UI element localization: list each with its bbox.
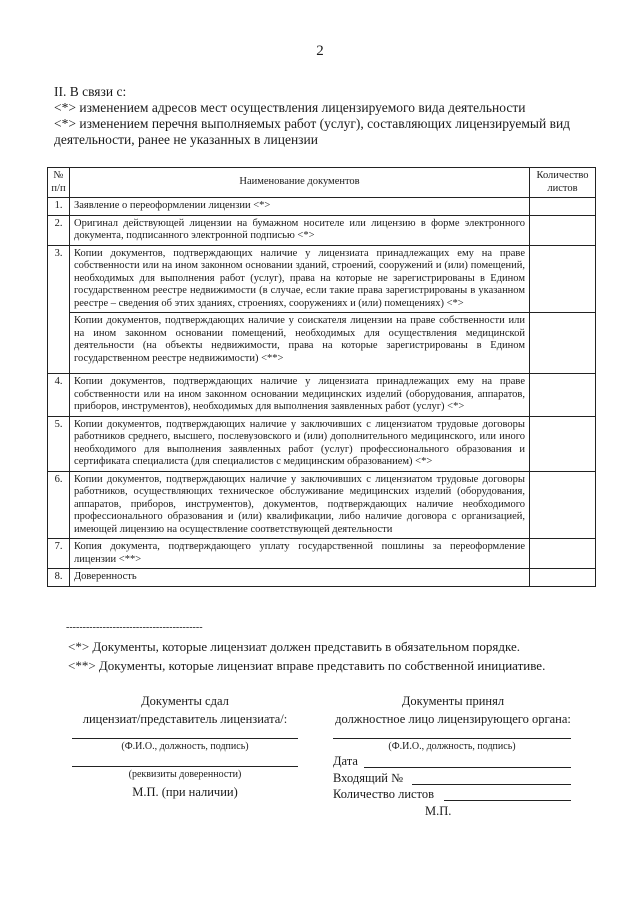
table-row [48,198,596,216]
footnote-mandatory: <*> Документы, которые лицензиат должен представить в обязательном порядке. [68,639,521,654]
row-num: 2. [48,215,70,245]
right-caption-fio: (Ф.И.О., должность, подпись) [388,741,516,752]
footnotes [68,637,588,675]
row-qty [530,569,596,587]
row-text: Заявление о переоформлении лицензии <*> [70,198,530,216]
table-row [48,215,596,245]
row-text: Оригинал действующей лицензии на бумажном носителе или лицензию в форме электронного документа, подписанного электронной подписью <*> [70,215,530,245]
footnote-separator: ----------------------------------------- [66,622,203,633]
row-text: Копия документа, подтверждающего уплату государственной пошлины за переоформление лицензии <**> [70,539,530,569]
intro-heading: II. В связи с: [54,84,127,99]
date-label: Дата [333,754,358,768]
header-num: № п/п [48,168,70,198]
right-stamp: М.П. [425,804,452,818]
row-qty [530,539,596,569]
table-row [48,313,596,374]
row-qty [530,245,596,313]
row-qty [530,198,596,216]
row-text: Копии документов, подтверждающих наличие у соискателя лицензии на праве собственности или на ином законном основании помещений, необходимых для осуществления медицинской деятельности (на объекты недвижимости, права на которые зарегистрированы в Едином государственном реестре недвижимости) <**> [70,313,530,374]
incoming-label: Входящий № [333,771,404,785]
row-text: Копии документов, подтверждающих наличие у лицензиата принадлежащих ему на праве собственности или на ином законном основании зданий, строений, сооружений и (или) помещений, необходимых для выполнения работ (услуг), права на которые не зарегистрированы в Едином государственном реестре недвижимости (в случае, если такие права зарегистрированы в указанном реестре – сведения об этих зданиях, строениях, сооружениях и (или) помещениях) <*> [70,245,530,313]
table-row [48,416,596,471]
intro-section [54,84,594,148]
sheets-label: Количество листов [333,787,435,801]
intro-line-works: <*> изменением перечня выполняемых работ (услуг), составляющих лицензируемый вид [54,116,571,131]
left-signature-block [55,694,315,727]
row-text: Копии документов, подтверждающих наличие у лицензиата принадлежащих ему на праве собственности или на ином законном основании медицинских изделий (оборудования, аппаратов, приборов, инструментов), необходимых для выполнения заявленных работ (услуг) <*> [70,374,530,417]
header-qty: Количество листов [530,168,596,198]
left-stamp: М.П. (при наличии) [132,785,238,799]
right-title-1: Документы принял [401,694,505,708]
row-qty [530,416,596,471]
left-caption-fio: (Ф.И.О., должность, подпись) [121,741,249,752]
table-header-row [48,168,596,198]
left-caption-proxy: (реквизиты доверенности) [128,769,242,780]
table-row [48,374,596,417]
sheets-line [444,800,571,801]
intro-line-works-cont: деятельности, ранее не указанных в лицензии [54,132,318,147]
table-row [48,471,596,539]
left-title-2: лицензиат/представитель лицензиата/: [82,712,288,726]
right-title-2: должностное лицо лицензирующего органа: [335,712,571,726]
table-row [48,539,596,569]
row-num: 4. [48,374,70,417]
row-num: 8. [48,569,70,587]
row-text: Копии документов, подтверждающих наличие у заключивших с лицензиатом трудовые договоры работников, осуществляющих техническое обслуживание медицинских изделий (оборудования, аппаратов, приборов, инструментов), документов, подтверждающих наличие необходимого профессионального образования и (или) квалификации, либо наличие договора с организацией, имеющей лицензию на осуществление соответствующей деятельности [70,471,530,539]
row-qty [530,313,596,374]
table-row [48,569,596,587]
row-num: 7. [48,539,70,569]
row-text: Копии документов, подтверждающих наличие у заключивших с лицензиатом трудовые договоры работников среднего, высшего, послевузовского и (или) дополнительного медицинского, или иного необходимого для выполнения заявленных работ (услуг) профессионального образования и сертификата специалиста (для специалистов с медицинским образованием) <*> [70,416,530,471]
row-text: Доверенность [70,569,530,587]
row-num: 3. [48,245,70,374]
left-signature-line [72,738,298,739]
row-num: 6. [48,471,70,539]
table-row [48,245,596,313]
row-num: 1. [48,198,70,216]
row-qty [530,215,596,245]
date-line [364,767,571,768]
left-title-1: Документы сдал [141,694,229,708]
right-signature-line [333,738,571,739]
left-proxy-line [72,766,298,767]
documents-table [47,167,596,587]
row-num: 5. [48,416,70,471]
row-qty [530,374,596,417]
footnote-optional: <**> Документы, которые лицензиат вправе представить по собственной инициативе. [68,658,546,673]
header-name: Наименование документов [70,168,530,198]
intro-line-address: <*> изменением адресов мест осуществления лицензируемого вида деятельности [54,100,526,115]
page-number: 2 [316,43,324,59]
incoming-line [412,784,571,785]
right-signature-block [322,694,584,727]
row-qty [530,471,596,539]
